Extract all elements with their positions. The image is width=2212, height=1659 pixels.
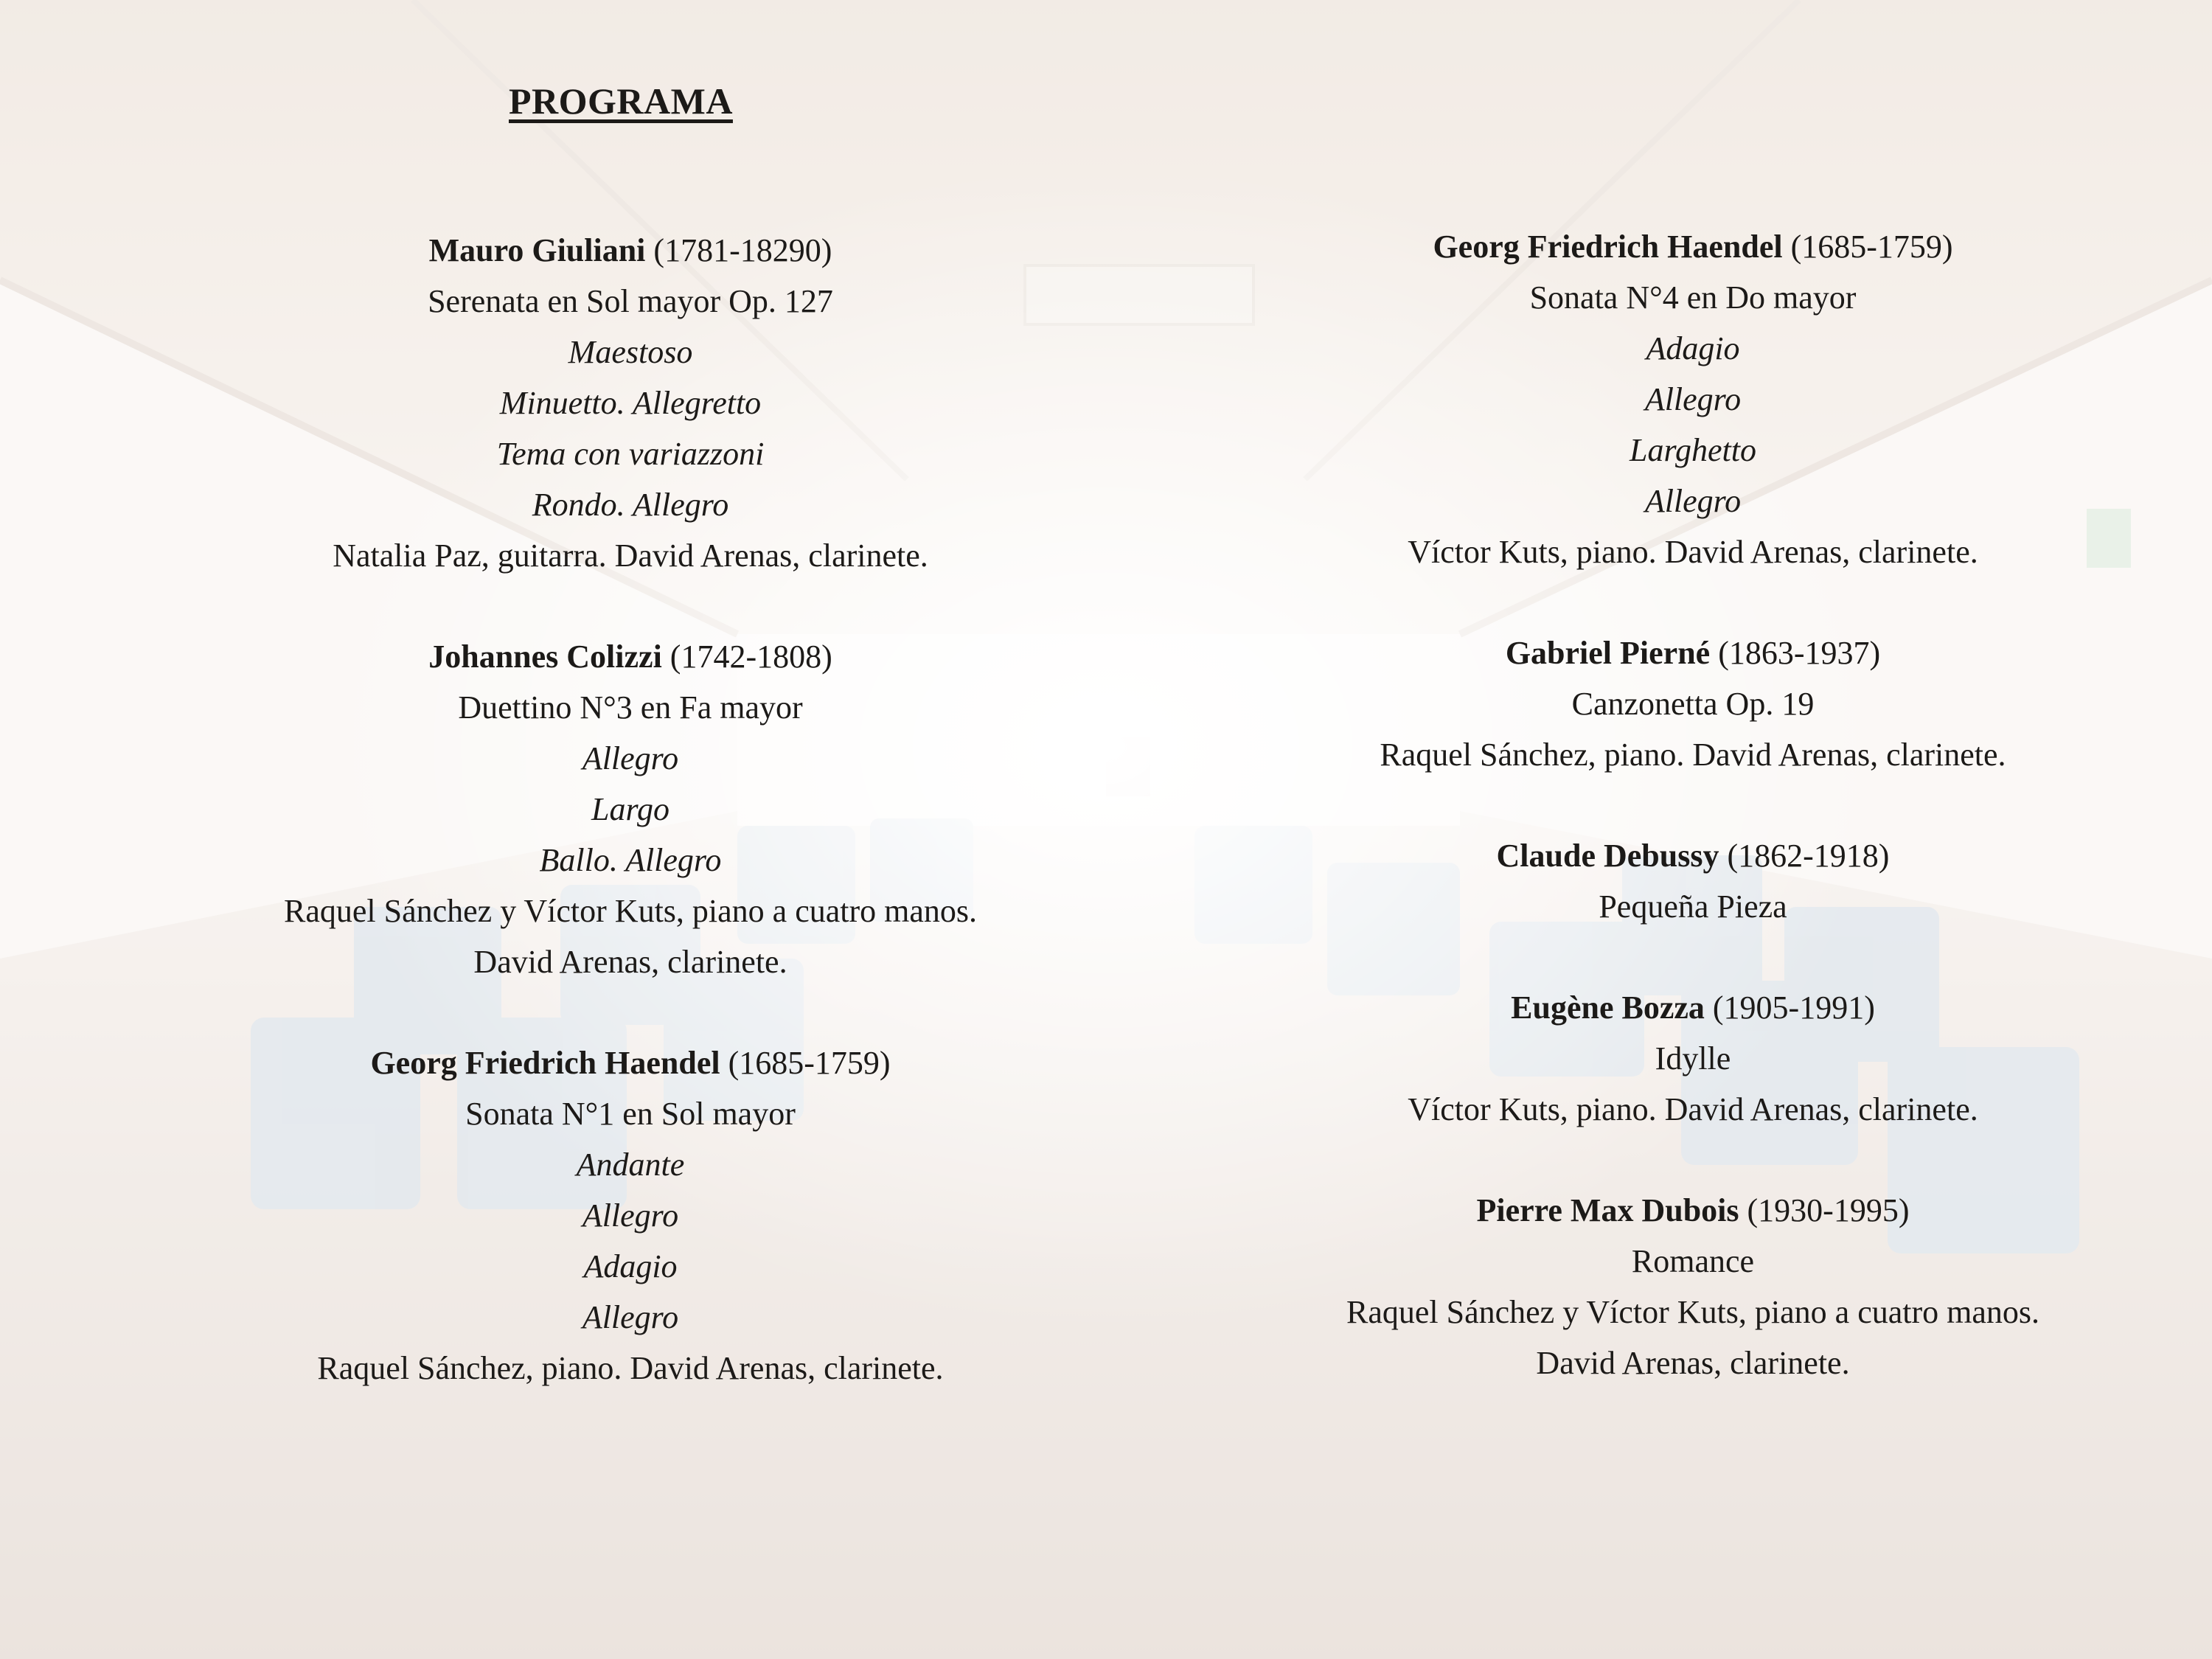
movement: Allegro	[582, 1299, 679, 1335]
composer-line	[1251, 1185, 2135, 1236]
work-title: Sonata N°1 en Sol mayor	[465, 1096, 796, 1132]
movement: Allegro	[1644, 483, 1742, 519]
work-title: Idylle	[1655, 1040, 1731, 1077]
performers: Raquel Sánchez y Víctor Kuts, piano a cuatro manos.	[1346, 1294, 2040, 1330]
performers: Raquel Sánchez, piano. David Arenas, clarinete.	[317, 1350, 944, 1386]
movement: Allegro	[1644, 381, 1742, 417]
program-piece	[1251, 221, 2135, 577]
performers: Raquel Sánchez y Víctor Kuts, piano a cuatro manos.	[283, 893, 978, 929]
work-title: Serenata en Sol mayor Op. 127	[428, 283, 833, 319]
program-piece	[1251, 830, 2135, 932]
work-title: Romance	[1631, 1243, 1755, 1279]
movement: Ballo. Allegro	[539, 842, 722, 878]
program-title: PROGRAMA	[509, 80, 733, 122]
movement: Maestoso	[568, 334, 693, 370]
work-title: Duettino N°3 en Fa mayor	[458, 689, 803, 726]
performers: Víctor Kuts, piano. David Arenas, clarinete.	[1408, 1091, 1978, 1127]
performers: David Arenas, clarinete.	[1536, 1345, 1850, 1381]
performers: Natalia Paz, guitarra. David Arenas, clarinete.	[333, 538, 928, 574]
composer-line	[188, 225, 1073, 276]
movement: Allegro	[582, 1197, 679, 1234]
composer-name: Claude Debussy	[1496, 838, 1719, 874]
composer-name: Gabriel Pierné	[1505, 635, 1711, 671]
movement: Larghetto	[1630, 432, 1756, 468]
movement: Largo	[591, 791, 669, 827]
composer-line	[188, 1037, 1073, 1088]
performers: David Arenas, clarinete.	[473, 944, 787, 980]
program-piece	[1251, 982, 2135, 1135]
movement: Minuetto. Allegretto	[499, 385, 762, 421]
composer-line	[1251, 627, 2135, 678]
composer-dates: (1685-1759)	[728, 1045, 891, 1081]
composer-name: Pierre Max Dubois	[1476, 1192, 1739, 1228]
movement: Rondo. Allegro	[532, 487, 729, 523]
composer-dates: (1781-18290)	[653, 232, 832, 268]
work-title: Pequeña Pieza	[1599, 888, 1787, 925]
composer-dates: (1862-1918)	[1727, 838, 1890, 874]
composer-dates: (1930-1995)	[1747, 1192, 1910, 1228]
composer-name: Georg Friedrich Haendel	[370, 1045, 720, 1081]
composer-name: Georg Friedrich Haendel	[1433, 229, 1783, 265]
performers: Víctor Kuts, piano. David Arenas, clarinete.	[1408, 534, 1978, 570]
program-piece	[188, 631, 1073, 987]
composer-dates: (1742-1808)	[669, 639, 832, 675]
composer-name: Eugène Bozza	[1511, 990, 1705, 1026]
movement: Tema con variazzoni	[496, 436, 765, 472]
composer-name: Johannes Colizzi	[428, 639, 662, 675]
program-piece	[1251, 627, 2135, 780]
composer-line	[188, 631, 1073, 682]
composer-line	[1251, 221, 2135, 272]
work-title: Canzonetta Op. 19	[1571, 686, 1815, 722]
composer-line	[1251, 982, 2135, 1033]
work-title: Sonata N°4 en Do mayor	[1529, 279, 1857, 316]
left-column	[188, 225, 1073, 1444]
performers: Raquel Sánchez, piano. David Arenas, clarinete.	[1380, 737, 2006, 773]
composer-name: Mauro Giuliani	[428, 232, 646, 268]
composer-dates: (1863-1937)	[1718, 635, 1881, 671]
composer-line	[1251, 830, 2135, 881]
program-piece	[188, 225, 1073, 581]
program-piece	[1251, 1185, 2135, 1388]
program-piece	[188, 1037, 1073, 1394]
right-column	[1251, 221, 2135, 1439]
composer-dates: (1905-1991)	[1712, 990, 1875, 1026]
movement: Andante	[576, 1147, 685, 1183]
movement: Adagio	[1646, 330, 1740, 366]
movement: Allegro	[582, 740, 679, 776]
composer-dates: (1685-1759)	[1790, 229, 1953, 265]
movement: Adagio	[583, 1248, 678, 1284]
